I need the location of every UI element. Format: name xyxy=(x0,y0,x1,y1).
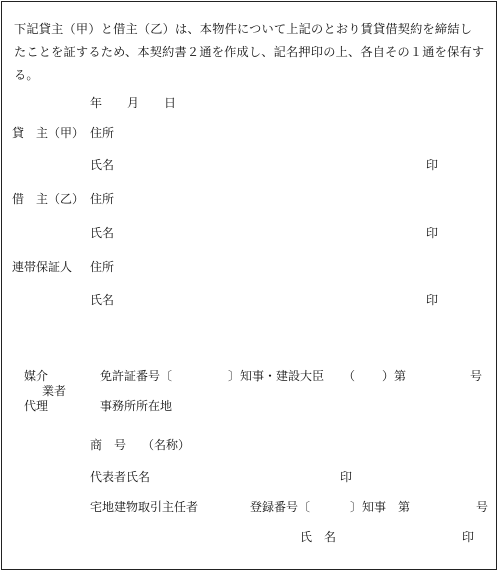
representative-seal: 印 xyxy=(340,470,353,484)
intro-paragraph xyxy=(14,18,488,87)
registration-label: 登録番号〔 xyxy=(250,500,311,514)
lessee-label: 借 主（乙） xyxy=(12,192,85,206)
lessor-name-label: 氏名 xyxy=(90,158,115,172)
registration-authority: 〕知事 第 xyxy=(350,500,411,514)
trade-name-suffix: （名称） xyxy=(142,438,191,452)
lessee-seal: 印 xyxy=(426,226,439,240)
license-paren-close: ）第 xyxy=(382,369,407,383)
guarantor-name-label: 氏名 xyxy=(90,293,115,307)
chief-label: 宅地建物取引主任者 xyxy=(90,500,199,514)
guarantor-seal: 印 xyxy=(426,293,439,307)
license-paren-open: （ xyxy=(343,369,356,383)
intro-line-1: 下記貸主（甲）と借主（乙）は、本物件について上記のとおり賃貸借契約を締結し xyxy=(14,22,473,36)
broker-mediation-label: 媒介 xyxy=(24,369,49,383)
chief-seal: 印 xyxy=(462,530,475,544)
trade-name-label: 商 号 xyxy=(90,438,127,452)
license-number-label: 免許証番号〔 xyxy=(100,369,173,383)
office-address-label: 事務所所在地 xyxy=(100,399,173,413)
intro-line-2: たことを証するため、本契約書２通を作成し、記名押印の上、各自その１通を保有する。 xyxy=(14,45,485,82)
date-month: 月 xyxy=(127,96,140,110)
chief-name-label: 氏 名 xyxy=(300,530,337,544)
guarantor-address-label: 住所 xyxy=(90,260,115,274)
lessor-seal: 印 xyxy=(426,158,439,172)
date-year: 年 xyxy=(90,96,103,110)
date-day: 日 xyxy=(164,96,177,110)
lessor-address-label: 住所 xyxy=(90,126,115,140)
license-authority: 〕知事・建設大臣 xyxy=(228,369,325,383)
lessee-address-label: 住所 xyxy=(90,192,115,206)
broker-agent-label: 業者 xyxy=(42,384,67,398)
representative-label: 代表者氏名 xyxy=(90,470,151,484)
lessor-label: 貸 主（甲） xyxy=(12,126,85,140)
license-number-unit: 号 xyxy=(470,369,483,383)
registration-unit: 号 xyxy=(476,500,489,514)
guarantor-label: 連帯保証人 xyxy=(12,260,73,274)
lessee-name-label: 氏名 xyxy=(90,226,115,240)
broker-proxy-label: 代理 xyxy=(24,399,49,413)
